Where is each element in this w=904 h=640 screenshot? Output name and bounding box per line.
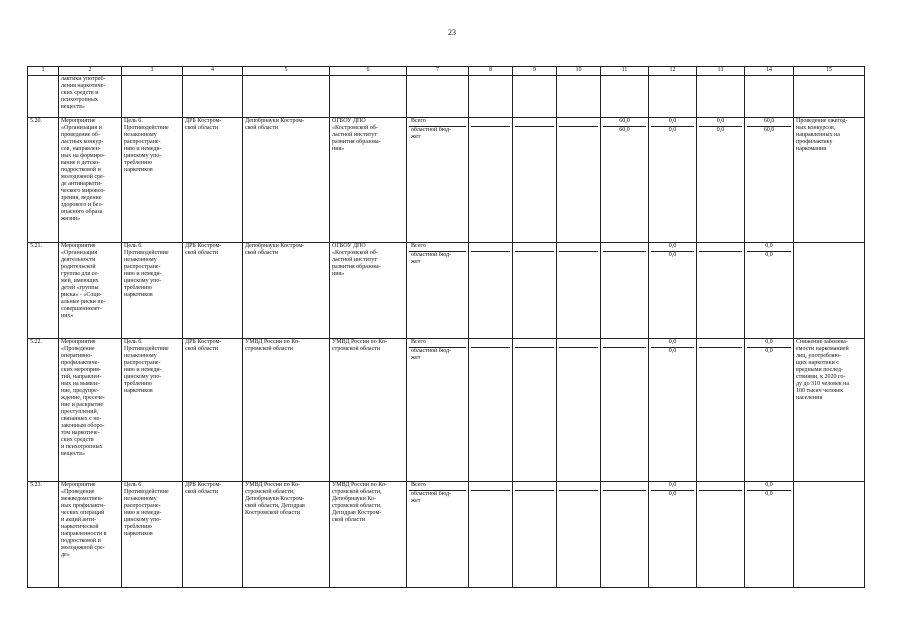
col14-region: 0,0 (765, 348, 773, 354)
col-header-8: 8 (469, 67, 513, 76)
col-header-15: 15 (794, 67, 865, 76)
funding-region-label: областной бюд- жет (411, 252, 452, 265)
col13-cell (697, 118, 745, 243)
col11-cell (601, 482, 649, 588)
col11-region: 60,0 (619, 127, 630, 133)
funding-cell (407, 339, 469, 482)
program-table (27, 66, 865, 588)
col4-cell: ДРБ Костром- ской области (183, 118, 243, 243)
col11-total (603, 339, 646, 348)
col11-cell (601, 339, 649, 482)
col12-cell (649, 243, 697, 339)
col13-cell (697, 243, 745, 339)
col12-region: 0,0 (668, 491, 677, 497)
funding-cell (407, 243, 469, 339)
col13-total (699, 243, 742, 252)
goal-cell: Цель 6. Противодействие незаконному распростране- нию и немеди- цинскому упо- треблению наркотиков (122, 118, 183, 243)
table-row (28, 243, 865, 339)
col-header-14: 14 (745, 67, 794, 76)
header-row (28, 67, 865, 76)
col-header-11: 11 (601, 67, 649, 76)
row-number: 5.23. (28, 482, 59, 588)
col11-cell (601, 243, 649, 339)
table-row (28, 339, 865, 482)
col14-cell (745, 118, 794, 243)
col13-total (699, 339, 742, 348)
col14-region: 60,0 (763, 127, 775, 133)
table-row (28, 482, 865, 588)
col13-region: 0,0 (716, 127, 725, 133)
event-cell: Мероприятие «Организация и проведение об- ластных конкур- сов, направлен- ных на формиро- вание в детско- подростковой и молодежной сре- де антинаркоти- ческого мировоз- зрения, ведение здорового и без- опасного образа жизни» (59, 118, 122, 243)
col14-cell (745, 482, 794, 588)
result-cell (794, 243, 865, 339)
event-cell: Мероприятие «Проведение межведомствен- ных профилакти- ческих операций и акций анти- наркотической направленности в подростковой и молодежной сре- де» (59, 482, 122, 588)
col14-region: 0,0 (765, 252, 773, 258)
row-number: 5.20. (28, 118, 59, 243)
col12-total: 0,0 (651, 243, 694, 252)
funding-total-label: Всего (409, 339, 466, 348)
col14-total: 0,0 (747, 339, 791, 348)
col5-cell: Депобрнауки Костром- ской области (243, 118, 330, 243)
table-row (28, 118, 865, 243)
funding-region-label: областной бюд- жет (411, 127, 452, 140)
col-header-13: 13 (697, 67, 745, 76)
table-row-continued (28, 76, 865, 118)
col13-cell (697, 482, 745, 588)
col12-total: 0,0 (651, 118, 694, 127)
col12-cell (649, 482, 697, 588)
row-number: 5.21. (28, 243, 59, 339)
row-number: 5.22. (28, 339, 59, 482)
col-header-4: 4 (183, 67, 243, 76)
col-header-9: 9 (513, 67, 557, 76)
col13-total (699, 482, 742, 491)
funding-region-label: областной бюд- жет (411, 348, 452, 361)
col5-cell: Депобрнауки Костром- ской области (243, 243, 330, 339)
col14-total: 0,0 (747, 243, 791, 252)
col12-region: 0,0 (668, 252, 677, 258)
col-header-12: 12 (649, 67, 697, 76)
col-header-2: 2 (59, 67, 122, 76)
funding-total-label: Всего (409, 482, 466, 491)
result-cell (794, 482, 865, 588)
col6-cell: ОГБОУ ДПО «Костромской об- ластной институт развития образова- ния» (330, 243, 407, 339)
col4-cell: ДРБ Костром- ской области (183, 243, 243, 339)
event-cell: Мероприятие «Проведение оперативно- профилактиче- ских мероприя- тий, направлен- ных на выявле- ние, предупре- ждение, пресече- ние и раскрытие преступлений, связанных с не- законным оборо- том наркотиче- ских средств и психотропных веществ» (59, 339, 122, 482)
col4-cell: ДРБ Костром- ской области (183, 482, 243, 588)
col5-cell: УМВД России по Ко- стромской области (243, 339, 330, 482)
col13-cell (697, 339, 745, 482)
col-header-1: 1 (28, 67, 59, 76)
col6-cell: ОГБОУ ДПО «Костромской об- ластной институт развития образова- ния» (330, 118, 407, 243)
col6-cell: УМВД России по Ко- стромской области, Депобрнауки Ко- стромской области, Депздрав Костром- ской области (330, 482, 407, 588)
col11-total (603, 482, 646, 491)
col-header-7: 7 (407, 67, 469, 76)
col14-cell (745, 243, 794, 339)
col-header-10: 10 (557, 67, 601, 76)
continued-event-text: лактики употреб- ления наркотиче- ских средств и психотропных веществ» (59, 76, 122, 118)
col12-region: 0,0 (668, 127, 677, 133)
funding-cell (407, 118, 469, 243)
funding-total-label: Всего (409, 118, 466, 127)
col12-total: 0,0 (651, 339, 694, 348)
col-header-5: 5 (243, 67, 330, 76)
goal-cell: Цель 6. Противодействие незаконному распростране- нию и немеди- цинскому упо- треблению наркотиков (122, 339, 183, 482)
col12-cell (649, 118, 697, 243)
page-number: 23 (448, 28, 456, 37)
goal-cell: Цель 6. Противодействие незаконному распростране- нию и немеди- цинскому упо- треблению наркотиков (122, 243, 183, 339)
col6-cell: УМВД России по Ко- стромской области (330, 339, 407, 482)
col11-cell (601, 118, 649, 243)
funding-total-label: Всего (409, 243, 466, 252)
col14-total: 60,0 (747, 118, 791, 127)
col12-cell (649, 339, 697, 482)
col14-total: 0,0 (747, 482, 791, 491)
funding-region-label: областной бюд- жет (411, 491, 452, 504)
result-cell: Снижение заболева- емости наркоманией лиц, употребляю- щих наркотики с вредными послед- ствиями, к 2020 го- ду до 310 человек на 100 тысяч человек населения (794, 339, 865, 482)
col-header-3: 3 (122, 67, 183, 76)
event-cell: Мероприятие «Организация деятельности родительской группы для се- мей, имеющих детей «группы риска» - «Соци- альные риски не- совершеннолет- них» (59, 243, 122, 339)
col-header-6: 6 (330, 67, 407, 76)
col14-region: 0,0 (765, 491, 773, 497)
col11-total: 60,0 (603, 118, 646, 127)
col13-total: 0,0 (699, 118, 742, 127)
col14-cell (745, 339, 794, 482)
goal-cell: Цель 6. Противодействие незаконному распростране- нию и немеди- цинскому упо- треблению наркотиков (122, 482, 183, 588)
col11-total (603, 243, 646, 252)
funding-cell (407, 482, 469, 588)
col12-region: 0,0 (668, 348, 677, 354)
col5-cell: УМВД России по Ко- стромской области, Депобрнауки Костром- ской области, Депздрав Костромской области (243, 482, 330, 588)
col12-total: 0,0 (651, 482, 694, 491)
result-cell: Проведение ежегод- ных конкурсов, направленных на профилактику наркомании (794, 118, 865, 243)
col4-cell: ДРБ Костром- ской области (183, 339, 243, 482)
